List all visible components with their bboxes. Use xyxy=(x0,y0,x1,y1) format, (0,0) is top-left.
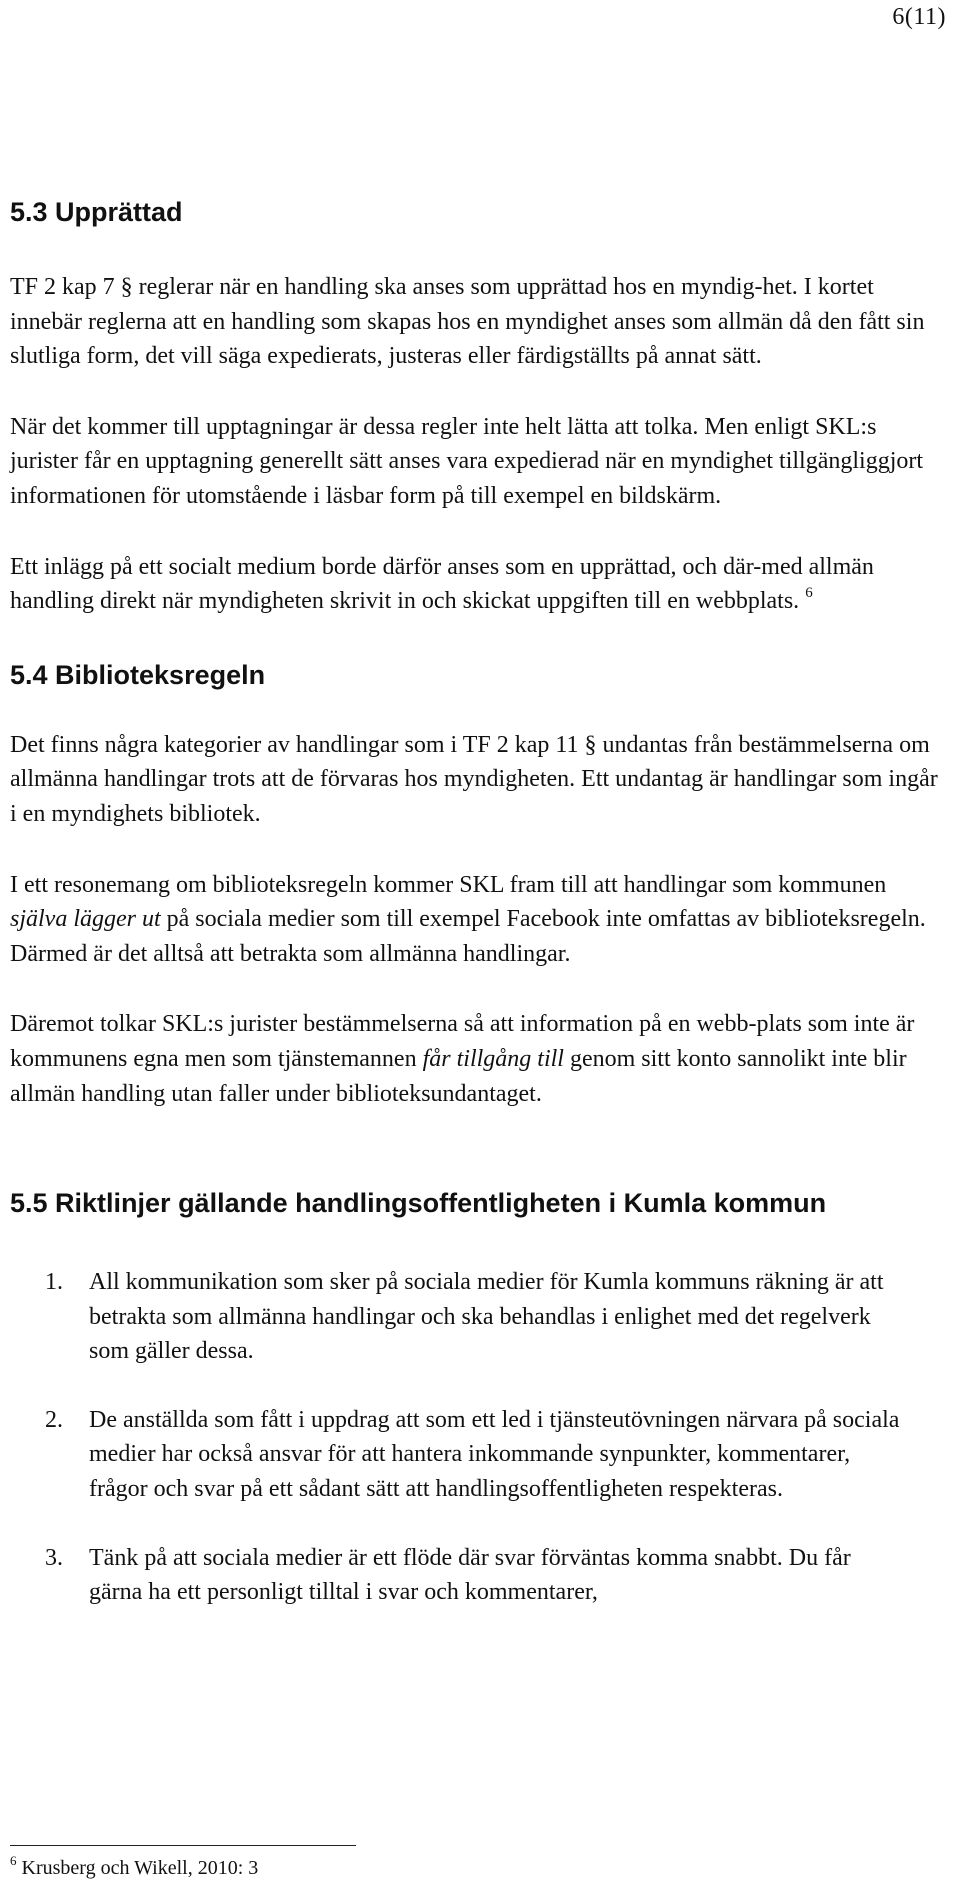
paragraph xyxy=(10,868,940,972)
section-heading-5-5: 5.5 Riktlinjer gällande handlingsoffentligheten i Kumla kommun xyxy=(10,1188,827,1219)
paragraph-text: Ett inlägg på ett socialt medium borde därför anses som en upprättad, och där-med allmän handling direkt när myndigheten skrivit in och skickat uppgiften till en webbplats. xyxy=(10,553,874,615)
list-item-text: Tänk på att sociala medier är ett flöde där svar förväntas komma snabbt. Du får gärna ha ett personligt tilltal i svar och kommentarer, xyxy=(89,1544,851,1606)
footnote-text: Krusberg och Wikell, 2010: 3 xyxy=(21,1857,259,1879)
section-heading-5-3: 5.3 Upprättad xyxy=(10,197,183,227)
list-item xyxy=(10,1403,940,1507)
footnote-number: 6 xyxy=(10,1853,17,1868)
list-item xyxy=(10,1265,940,1369)
emphasized-text: själva lägger ut xyxy=(10,906,161,933)
paragraph: Det finns några kategorier av handlingar som i TF 2 kap 11 § undantas från bestämmelserna om allmänna handlingar trots att de förvaras hos myndigheten. Ett undantag är handlingar som ingår i en myndighets bibliotek. xyxy=(10,731,938,827)
list-item-number: 1. xyxy=(45,1269,63,1296)
list-item-text: All kommunikation som sker på sociala medier för Kumla kommuns räkning är att betrakta som allmänna handlingar och ska behandlas i enlighet med det regelverk som gäller dessa. xyxy=(89,1269,884,1365)
document-body xyxy=(10,196,940,1644)
paragraph-text: Däremot tolkar SKL:s jurister bestämmelserna så att information på en webb-plats som inte är kommunens egna men som tjänstemannen xyxy=(10,1011,915,1072)
footnote-reference[interactable]: 6 xyxy=(805,585,813,602)
section-heading-5-4: 5.4 Biblioteksregeln xyxy=(10,659,266,690)
footnote xyxy=(10,1853,259,1880)
list-item xyxy=(10,1541,940,1610)
paragraph: TF 2 kap 7 § reglerar när en handling ska anses som upprättad hos en myndig-het. I kortet innebär reglerna att en handling som skapas hos en myndighet anses som allmän då den fått sin slutliga form, det vill säga expedierats, justeras eller färdigställts på annat sätt. xyxy=(10,274,925,370)
guideline-list xyxy=(10,1265,940,1610)
list-item-number: 3. xyxy=(45,1544,63,1571)
paragraph-text: på sociala medier som till exempel Facebook inte omfattas av biblioteksregeln. Därmed är det alltså att betrakta som allmänna handlingar. xyxy=(10,906,926,967)
list-item-text: De anställda som fått i uppdrag att som ett led i tjänsteutövningen närvara på sociala medier har också ansvar för att hantera inkommande synpunkter, kommentarer, frågor och svar på ett sådant sätt att handlingsoffentligheten respekteras. xyxy=(89,1406,900,1503)
list-item-number: 2. xyxy=(45,1406,63,1433)
paragraph-text: I ett resonemang om biblioteksregeln kommer SKL fram till att handlingar som kommunen xyxy=(10,871,887,898)
paragraph-text: genom sitt konto sannolikt inte blir allmän handling utan faller under biblioteksundantaget. xyxy=(10,1045,907,1107)
paragraph xyxy=(10,550,940,619)
paragraph xyxy=(10,1007,940,1111)
footnote-divider xyxy=(10,1845,356,1846)
paragraph: När det kommer till upptagningar är dessa regler inte helt lätta att tolka. Men enligt SKL:s jurister får en upptagning generellt sätt anses vara expedierad när en myndighet tillgängliggjort informationen för utomstående i läsbar form på till exempel en bildskärm. xyxy=(10,413,924,509)
page-number: 6(11) xyxy=(892,4,946,30)
emphasized-text: får tillgång till xyxy=(422,1045,564,1072)
